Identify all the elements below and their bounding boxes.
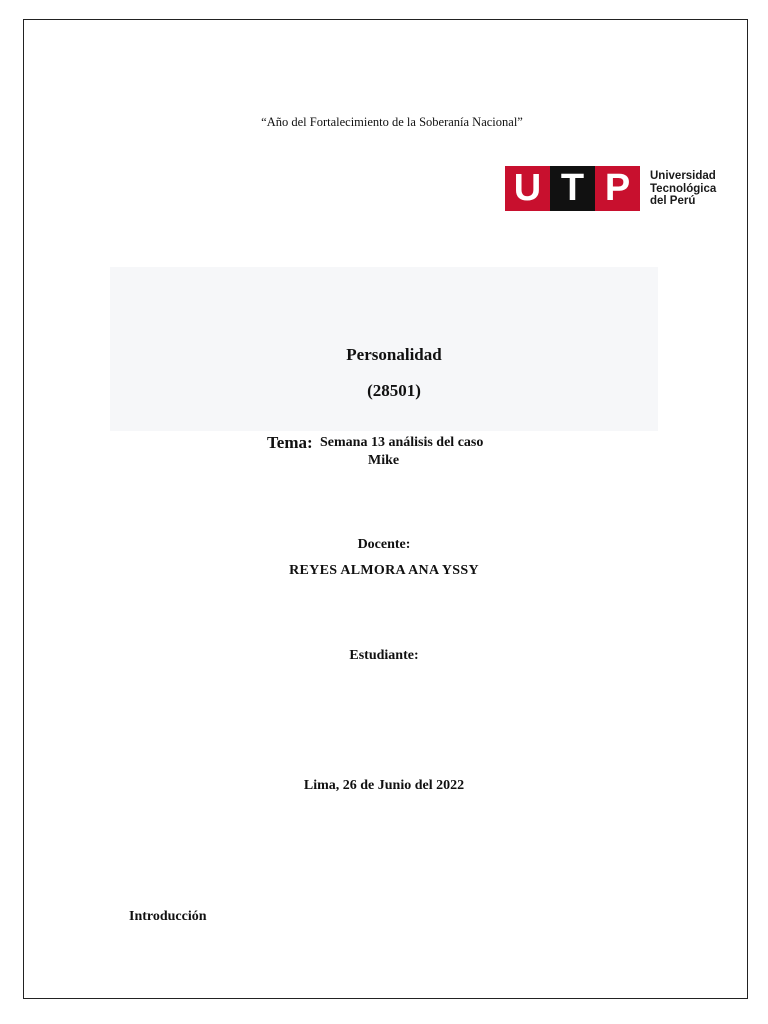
- logo-letter-p: P: [595, 166, 640, 211]
- section-heading: Introducción: [129, 909, 207, 924]
- university-name-line: Universidad: [650, 170, 716, 182]
- date-line: Lima, 26 de Junio del 2022: [303, 778, 465, 793]
- student-label: Estudiante:: [349, 648, 419, 663]
- university-name: [650, 170, 716, 208]
- topic-text-line1: Semana 13 análisis del caso: [320, 435, 484, 450]
- teacher-name: REYES ALMORA ANA YSSY: [289, 563, 479, 578]
- logo-letter-t: T: [550, 166, 595, 211]
- year-motto: “Año del Fortalecimiento de la Soberanía Nacional”: [261, 115, 523, 129]
- course-code: (28501): [367, 381, 421, 400]
- utp-logo: [505, 166, 720, 212]
- topic-label: Tema:: [267, 433, 313, 452]
- teacher-label: Docente:: [357, 537, 411, 552]
- university-name-line: Tecnológica: [650, 182, 717, 195]
- course-name: Personalidad: [346, 345, 442, 364]
- utp-letters: [505, 166, 640, 211]
- university-name-line: del Perú: [650, 195, 696, 207]
- logo-letter-u: U: [505, 166, 550, 211]
- topic-text-line2: Mike: [368, 453, 400, 468]
